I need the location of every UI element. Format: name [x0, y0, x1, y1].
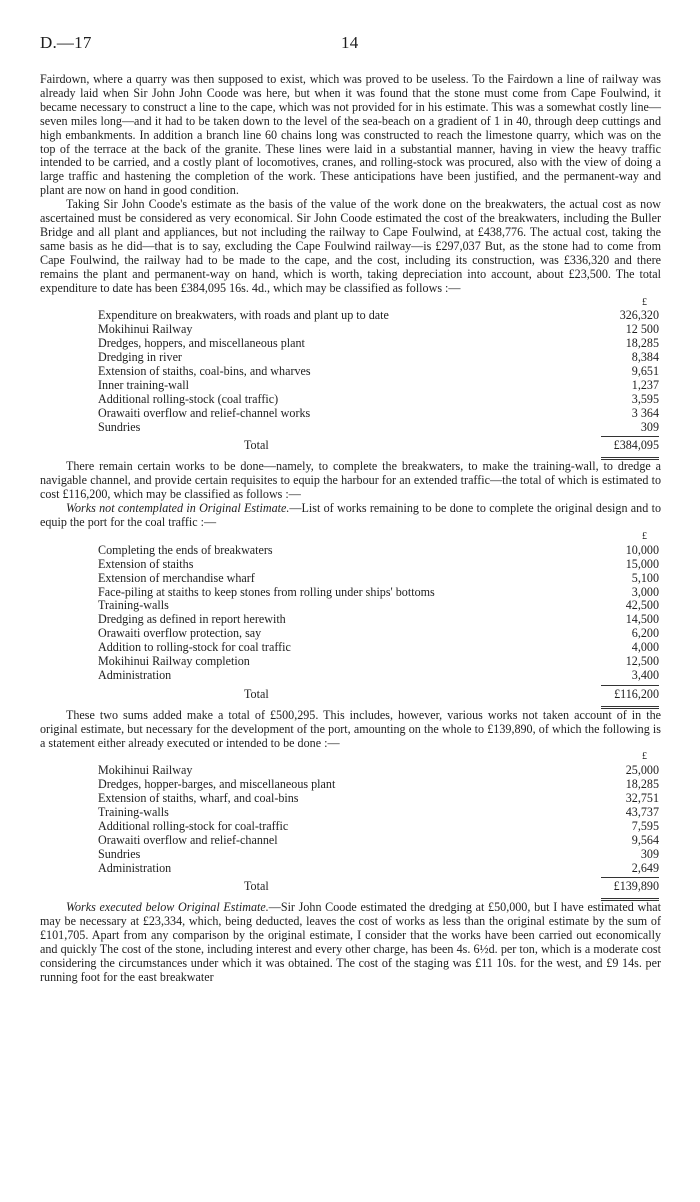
table-row	[98, 792, 659, 806]
row-label: Extension of staiths, coal-bins, and wharves	[98, 363, 311, 378]
row-amount: 8,384	[631, 350, 659, 365]
table-row	[98, 558, 659, 572]
table-row	[98, 613, 659, 627]
row-label: Extension of merchandise wharf	[98, 570, 255, 585]
paragraph: These two sums added make a total of £500,295. This includes, however, various works not taken account of in the original estimate, but necessary for the development of the port, amounting on the whole to £139,890, of which the following is a statement either already executed or intended to be done :—	[40, 707, 661, 750]
table-row	[98, 309, 659, 323]
table-row	[98, 365, 659, 379]
row-amount: 309	[640, 419, 659, 434]
row-amount: 1,237	[631, 377, 659, 392]
table-total-row	[98, 688, 659, 702]
row-label: Administration	[98, 667, 172, 682]
paragraph: Works not contemplated in Original Estimate.—List of works remaining to be done to complete the original design and to equip the port for the coal traffic :—	[40, 501, 661, 530]
table-row	[98, 407, 659, 421]
row-label: Expenditure on breakwaters, with roads and plant up to date	[98, 308, 389, 323]
row-amount: 14,500	[625, 612, 659, 627]
table-row	[98, 393, 659, 407]
table-row	[98, 655, 659, 669]
table-row	[98, 669, 659, 683]
row-amount: 42,500	[625, 598, 659, 613]
row-label: Additional rolling-stock for coal-traffic	[98, 818, 289, 833]
total-label: Total	[244, 438, 269, 453]
row-label: Sundries	[98, 846, 141, 861]
additional-works-table	[98, 750, 659, 901]
table-row	[98, 572, 659, 586]
row-label: Dredging as defined in report herewith	[98, 612, 286, 627]
row-amount: 3,400	[631, 667, 659, 682]
row-amount: 15,000	[625, 556, 659, 571]
row-amount: 5,100	[631, 570, 659, 585]
paragraph: Taking Sir John Coode's estimate as the basis of the value of the work done on the breakwaters, the actual cost as now ascertained must be considered as very economical. Sir John Coode estimated the cost of the breakwaters, including the Buller Bridge and all plant and appliances, but not including the railway to Cape Foulwind, at £438,776. The actual cost, taking the same basis as he did—that is to say, excluding the Cape Foulwind railway—is £297,037 But, as the stone had to come from Cape Foulwind, the railway had to be made to the cape, and the cost, including its construction, was £336,320 and there remains the plant and permanent-way on hand, which is worth, taking depreciation into account, about £23,500. The total expenditure to date has been £384,095 16s. 4d., which may be classified as follows :—	[40, 197, 661, 295]
table-row	[98, 586, 659, 600]
table-total-row	[98, 880, 659, 894]
row-label: Mokihinui Railway	[98, 763, 193, 778]
table-row	[98, 599, 659, 613]
total-amount: £116,200	[614, 686, 659, 701]
row-amount: 18,285	[625, 336, 659, 351]
row-amount: 25,000	[625, 763, 659, 778]
row-label: Orawaiti overflow and relief-channel	[98, 832, 278, 847]
row-label: Additional rolling-stock (coal traffic)	[98, 391, 279, 406]
currency-symbol: £	[642, 530, 647, 542]
table-row	[98, 834, 659, 848]
row-amount: 12,500	[625, 653, 659, 668]
document-reference: D.—17	[40, 33, 92, 52]
row-amount: 3 364	[631, 405, 659, 420]
table-row	[98, 421, 659, 435]
row-label: Extension of staiths, wharf, and coal-bins	[98, 791, 299, 806]
table-rows	[98, 544, 659, 683]
table-row	[98, 764, 659, 778]
row-label: Dredges, hoppers, and miscellaneous plant	[98, 336, 305, 351]
row-label: Orawaiti overflow and relief-channel works	[98, 405, 311, 420]
row-amount: 309	[640, 846, 659, 861]
row-amount: 6,200	[631, 626, 659, 641]
table-row	[98, 379, 659, 393]
row-label: Mokihinui Railway	[98, 322, 193, 337]
row-label: Completing the ends of breakwaters	[98, 542, 273, 557]
row-label: Inner training-wall	[98, 377, 190, 392]
table-total-row	[98, 439, 659, 453]
row-amount: 326,320	[619, 308, 659, 323]
row-amount: 18,285	[625, 777, 659, 792]
row-label: Dredges, hopper-barges, and miscellaneous plant	[98, 777, 336, 792]
remaining-works-table	[98, 530, 659, 709]
row-amount: 2,649	[631, 860, 659, 875]
table-row	[98, 627, 659, 641]
row-amount: 32,751	[625, 791, 659, 806]
table-row	[98, 641, 659, 655]
table-rows	[98, 309, 659, 434]
row-amount: 3,595	[631, 391, 659, 406]
row-label: Face-piling at staiths to keep stones from rolling under ships' bottoms	[98, 584, 435, 599]
row-amount: 4,000	[631, 640, 659, 655]
row-amount: 10,000	[625, 542, 659, 557]
row-label: Sundries	[98, 419, 141, 434]
table-row	[98, 323, 659, 337]
total-amount: £139,890	[613, 879, 659, 894]
table-row	[98, 337, 659, 351]
table-row	[98, 806, 659, 820]
page-number: 14	[341, 33, 359, 52]
row-label: Extension of staiths	[98, 556, 194, 571]
row-label: Training-walls	[98, 805, 169, 820]
row-label: Dredging in river	[98, 350, 182, 365]
paragraph: Works executed below Original Estimate.—Sir John Coode estimated the dredging at £50,000, but I have estimated what may be necessary at £23,334, which, being deducted, leaves the cost of works as less than the original estimate by the sum of £101,705. Apart from any comparison by the original estimate, I consider that the works have been carried out economically and quickly The cost of the stone, including interest and every other charge, has been 4s. 6½d. per ton, which is a moderate cost considering the circumstances under which it was obtained. The cost of the staging was £11 10s. for the west, and £9 14s. per running foot for the east breakwater	[40, 900, 661, 984]
table-row	[98, 820, 659, 834]
table-row	[98, 848, 659, 862]
currency-symbol: £	[642, 751, 647, 763]
row-label: Mokihinui Railway completion	[98, 653, 250, 668]
row-amount: 3,000	[631, 584, 659, 599]
row-label: Administration	[98, 860, 172, 875]
currency-symbol: £	[642, 296, 647, 308]
table-rows	[98, 764, 659, 875]
row-amount: 9,564	[631, 832, 659, 847]
document-body	[40, 73, 661, 985]
paragraph: There remain certain works to be done—namely, to complete the breakwaters, to make the training-wall, to dredge a navigable channel, and provide certain requisites to equip the harbour for an extended traffic—the total of which is estimated to cost £116,200, which may be classified as follows :—	[40, 459, 661, 502]
table-row	[98, 351, 659, 365]
expenditure-table	[98, 296, 659, 461]
row-label: Training-walls	[98, 598, 169, 613]
total-amount: £384,095	[613, 438, 659, 453]
section-heading: Works not contemplated in Original Estimate.	[66, 501, 290, 516]
table-row	[98, 778, 659, 792]
row-label: Orawaiti overflow protection, say	[98, 626, 262, 641]
paragraph: Fairdown, where a quarry was then supposed to exist, which was proved to be useless. To the Fairdown a line of railway was already laid when Sir John John Coode was here, but when it was found that the stone must come from Cape Foulwind, it became necessary to construct a line to the cape, which was not provided for in his estimate. This was a somewhat costly line—seven miles long—and it had to be taken down to the level of the sea-beach on a gradient of 1 in 40, through deep cuttings and high embankments. In addition a branch line 60 chains long was constructed to reach the limestone quarry, which was on the top of the terrace at the back of the granite. These lines were laid in a substantial manner, having in view the heavy traffic intended to be carried, and a costly plant of locomotives, cranes, and rolling-stock was procured, also with the view of doing a large traffic and hastening the completion of the work. These anticipations have been justified, and the permanent-way and plant are now on hand in good condition.	[40, 72, 661, 198]
row-label: Addition to rolling-stock for coal traffic	[98, 640, 291, 655]
table-row	[98, 544, 659, 558]
row-amount: 43,737	[625, 805, 659, 820]
total-label: Total	[244, 879, 269, 894]
row-amount: 12 500	[625, 322, 659, 337]
row-amount: 9,651	[631, 363, 659, 378]
section-heading: Works executed below Original Estimate.	[66, 900, 269, 915]
table-row	[98, 862, 659, 876]
row-amount: 7,595	[631, 818, 659, 833]
total-label: Total	[244, 686, 269, 701]
